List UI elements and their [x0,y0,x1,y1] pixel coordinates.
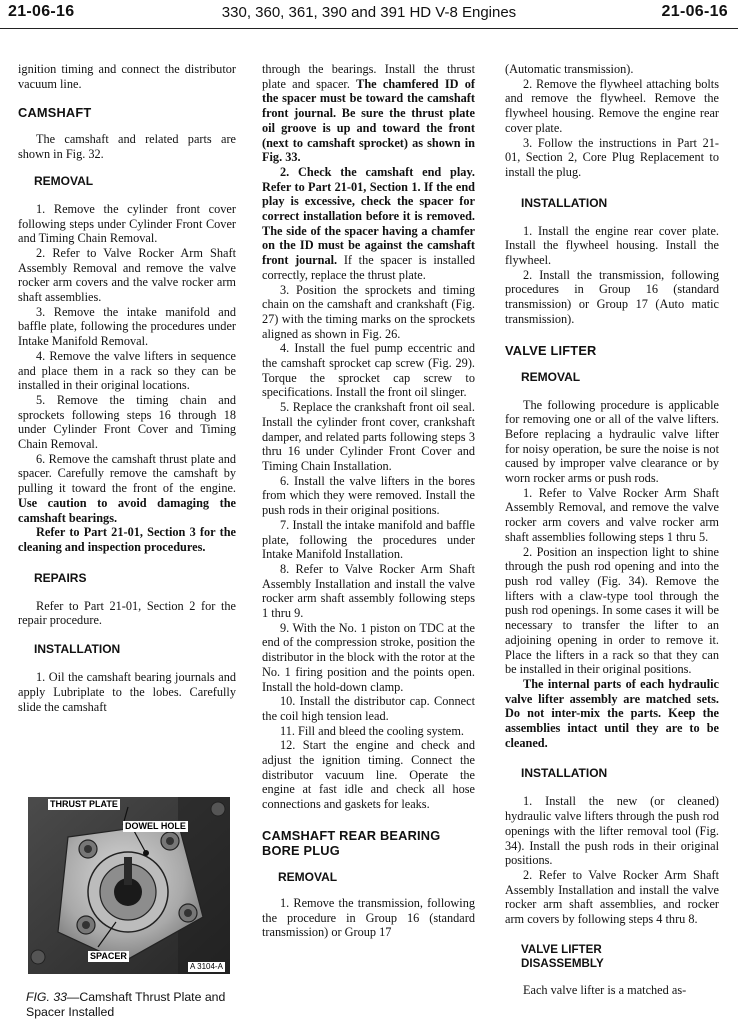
step-paragraph: 3. Position the sprockets and timing chain on the camshaft and crankshaft (Fig. 27) with the timing marks on the sprockets aligned as shown in Fig. 26. [262,282,475,341]
step-paragraph: 2. Position an inspection light to shine through the push rod opening and into the push rod valley (Fig. 34). Remove the lifters with a claw-type tool through the push rod openings. In some cases it will be necessary to transfer the lifter to an adjoining opening in order to remove it. Place the lifters in a rack so that they can be installed in their original positions. [505,544,719,677]
step-paragraph: 1. Install the new (or cleaned) hydraulic valve lifters through the push rod openings with the lifter removal tool (Fig. 34). Install the push rods in their original positions. [505,794,719,868]
step-paragraph: 8. Refer to Valve Rocker Arm Shaft Assembly Installation and install the valve rocker arm shaft assembly following steps 1 thru 9. [262,561,475,621]
figure-caption [26,990,240,1020]
subheading-removal: REMOVAL [34,173,94,188]
column-1 [18,62,236,714]
column-3 [505,62,719,997]
column-2 [262,62,475,940]
subheading-installation: INSTALLATION [34,642,121,657]
page-header [0,0,738,29]
paragraph: Refer to Part 21-01, Section 2 for the repair procedure. [18,598,236,628]
subheading-valve-lifter-disassembly: VALVE LIFTER DISASSEMBLY [521,942,604,970]
paragraph: The camshaft and related parts are shown in Fig. 32. [18,132,236,162]
subheading-repairs: REPAIRS [34,570,87,585]
step-paragraph-bold: Refer to Part 21-01, Section 3 for the cleaning and inspection procedures. [18,525,236,554]
section-heading-rear-bearing-bore-plug: CAMSHAFT REAR BEARING BORE PLUG [262,827,441,858]
subheading-installation: INSTALLATION [521,766,608,781]
paragraph: through the bearings. Install the thrust plate and spacer. The chamfered ID of the spacer must be toward the camshaft front journal. Be sure the thrust plate oil groove is up and toward the front (next to camshaft sprocket) as shown in Fig. 33. [262,62,475,165]
step-paragraph: 2. Install the transmission, following procedures in Group 16 (standard transmission) or Group 17 (Auto matic transmission). [505,267,719,326]
step-paragraph: 3. Remove the intake manifold and baffle plate, following the procedures under Intake Manifold Removal. [18,304,236,349]
step-paragraph: 3. Follow the instructions in Part 21-01, Section 2, Core Plug Replacement to install the plug. [505,135,719,179]
step-paragraph: 2. Refer to Valve Rocker Arm Shaft Assembly Installation and install the valve rocker arm shaft assemblies, and rocker arm covers by following steps 4 thru 8. [505,867,719,927]
paragraph: The following procedure is applicable for removing one or all of the valve lifters. Before replacing a hydraulic valve lifter for noisy operation, be sure the noise is not caused by improper valve clearance or by worn rocker arms or push rods. [505,397,719,486]
step-paragraph: 2. Check the camshaft end play. Refer to Part 21-01, Section 1. If the end play is excessive, check the spacer for correct installation before it is removed. The side of the spacer having a chamfer on the ID must be against the camshaft front journal. If the spacer is installed correctly, replace the thrust plate. [262,164,476,282]
label-dowel-hole: DOWEL HOLE [125,821,186,831]
step-paragraph: 6. Install the valve lifters in the bores from which they were removed. Install the push rods in their original positions. [262,473,475,518]
paragraph: ignition timing and connect the distributor vacuum line. [18,62,236,91]
step-paragraph: 1. Refer to Valve Rocker Arm Shaft Assembly Removal, and remove the valve rocker arm covers and valve rocker arm shaft assemblies following steps 1 thru 5. [505,485,719,544]
subheading-installation: INSTALLATION [521,195,608,210]
page-number-left: 21-06-16 [8,3,75,20]
step-paragraph: 4. Install the fuel pump eccentric and the camshaft sprocket cap screw (Fig. 29). Torque the sprocket cap screw to specifications. Install the front oil slinger. [262,341,475,400]
caption-text: —Camshaft Thrust Plate and Spacer Installed [26,990,226,1019]
caption-figure-number: FIG. 33 [26,990,68,1004]
label-thrust-plate: THRUST PLATE [50,799,118,809]
step-paragraph: 5. Replace the crankshaft front oil seal. Install the cylinder front cover, crankshaft damper, and related parts following steps 3 thru 16 under Cylinder Front Cover and Timing Chain Installation. [262,400,475,473]
step-paragraph: 11. Fill and bleed the cooling system. [280,723,464,738]
warning-paragraph: The internal parts of each hydraulic valve lifter assembly are matched sets. Do not inter-mix the parts. Keep the assemblies intact until they are to be cleaned. [505,676,719,750]
step-paragraph: 7. Install the intake manifold and baffle plate, following the procedures under Intake Manifold Installation. [262,517,475,562]
step-paragraph: 9. With the No. 1 piston on TDC at the end of the compression stroke, position the distributor in the block with the rotor at the No. 1 firing position and the points open. Install the hold-down clamp. [262,620,475,694]
section-heading-camshaft: CAMSHAFT [18,105,92,121]
step-paragraph: 1. Remove the cylinder front cover following steps under Cylinder Front Cover and Timing Chain Removal. [18,201,236,246]
figure-reference-code: A 3104-A [190,962,223,971]
step-paragraph: 12. Start the engine and check and adjust the ignition timing. Connect the distributor vacuum line. Operate the engine at fast idle and check all hose connections and gaskets for leaks. [262,738,475,812]
page-number-right: 21-06-16 [661,3,728,20]
subheading-removal: REMOVAL [521,369,581,384]
step-paragraph: 5. Remove the timing chain and sprockets following steps 16 through 18 under Cylinder Front Cover and Timing Chain Removal. [18,392,236,452]
step-paragraph: 4. Remove the valve lifters in sequence and place them in a rack so they can be installed in their original locations. [18,348,236,393]
step-paragraph: 2. Refer to Valve Rocker Arm Shaft Assembly Removal and remove the valve rocker arm covers and the valve rocker arm shaft assemblies. [18,245,236,305]
step-paragraph: 10. Install the distributor cap. Connect the coil high tension lead. [262,694,475,723]
label-spacer: SPACER [90,951,127,961]
paragraph: Each valve lifter is a matched as- [523,982,687,997]
step-paragraph: 1. Install the engine rear cover plate. Install the flywheel housing. Install the flywheel. [505,223,719,268]
section-heading-valve-lifter: VALVE LIFTER [505,342,597,358]
header-title: 330, 360, 361, 390 and 391 HD V-8 Engines [221,4,517,21]
figure-33-photo [28,797,230,974]
subheading-removal: REMOVAL [278,869,338,884]
step-paragraph: 6. Remove the camshaft thrust plate and spacer. Carefully remove the camshaft by pulling it toward the front of the engine. Use caution to avoid damaging the camshaft bearings. [18,451,236,525]
paragraph: (Automatic transmission). [505,62,634,76]
step-paragraph: 1. Oil the camshaft bearing journals and apply Lubriplate to the lobes. Carefully slide the camshaft [18,670,236,714]
step-paragraph: 2. Remove the flywheel attaching bolts and remove the flywheel. Remove the flywheel housing. Remove the engine rear cover plate. [505,76,719,135]
step-paragraph: 1. Remove the transmission, following the procedure in Group 16 (standard transmission) or Group 17 [262,895,475,940]
